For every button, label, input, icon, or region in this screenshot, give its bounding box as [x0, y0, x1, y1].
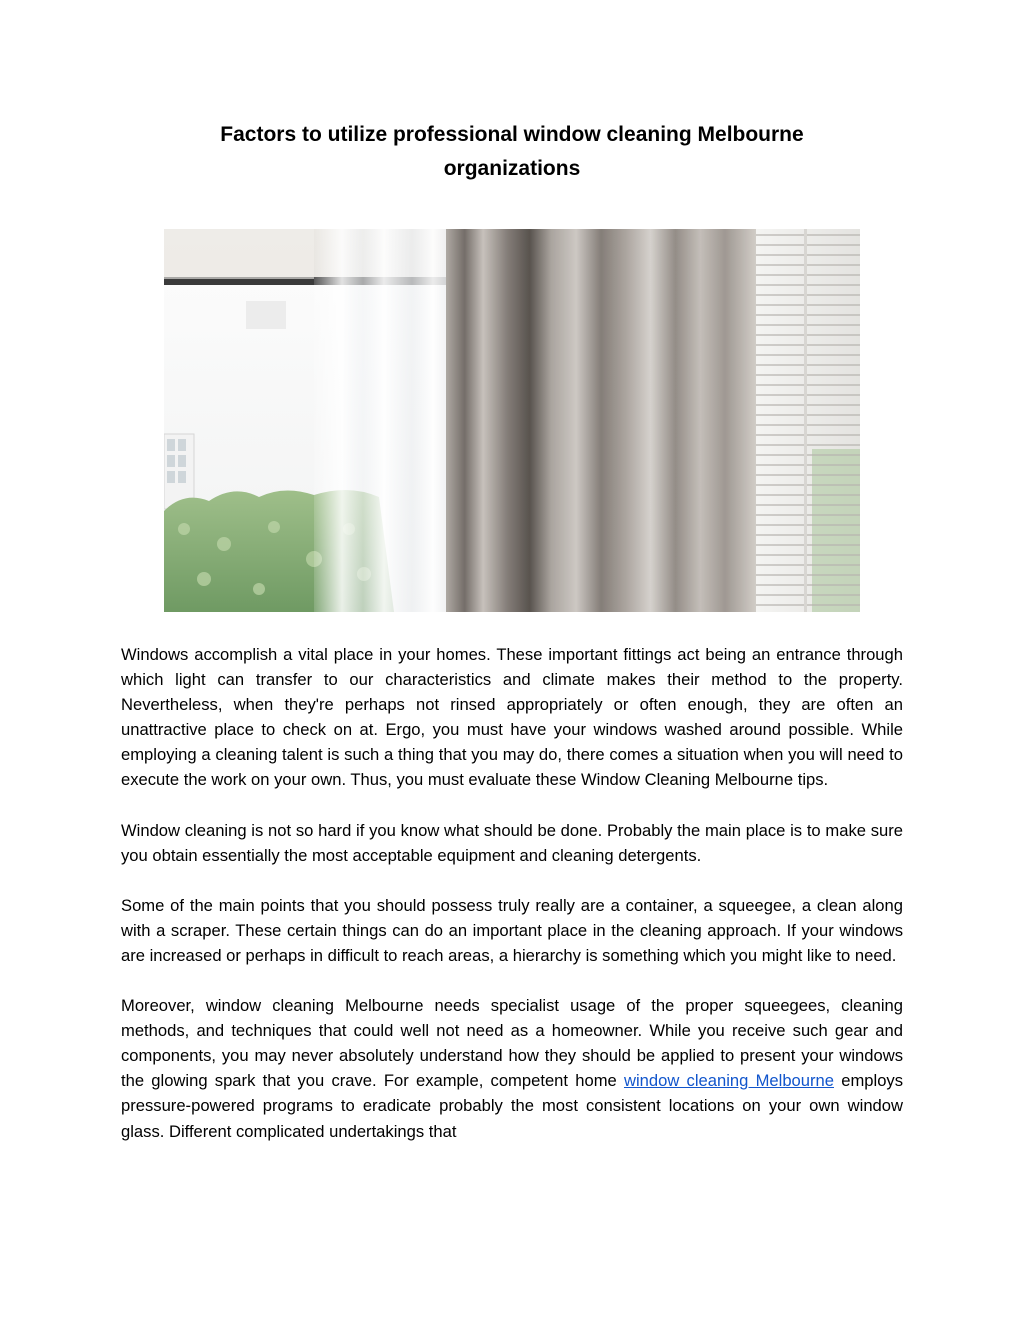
paragraph-text: Moreover, window cleaning Melbourne needs specialist usage of the proper squeegees, cleaning methods, and techniques that could well not need as a homeowner. While you receive such gear and components, you may never absolutely understand how they should be applied to present your windows the glowing spark that you crave. For example, competent home: [121, 996, 903, 1091]
paragraph: Windows accomplish a vital place in your homes. These important fittings act being an entrance through which light can transfer to our characteristics and climate makes their method to the property. Nevertheless, when they're perhaps not rinsed appropriately or often enough, they are often an unattractive place to check on at. Ergo, you must have your windows washed around possible. While employing a cleaning talent is such a thing that you may do, there comes a situation when you will need to execute the work on your own. Thus, you must evaluate these Window Cleaning Melbourne tips.: [121, 645, 903, 790]
paragraph: [121, 993, 903, 1144]
document-title: Factors to utilize professional window cleaning Melbourne organizations: [220, 123, 804, 180]
paragraph: Window cleaning is not so hard if you know what should be done. Probably the main place is to make sure you obtain essentially the most acceptable equipment and cleaning detergents.: [121, 820, 903, 865]
paragraph-text: employs pressure-powered programs to eradicate probably the most consistent locations on your own window glass. Different complicated undertakings that: [121, 1071, 904, 1141]
window-curtains-photo: [164, 229, 860, 612]
window-cleaning-melbourne-link[interactable]: window cleaning Melbourne: [623, 1071, 834, 1091]
article-body: [121, 642, 903, 1169]
paragraph: Some of the main points that you should possess truly really are a container, a squeegee, a clean along with a scraper. These certain things can do an important place in the cleaning approach. If your windows are increased or perhaps in difficult to reach areas, a hierarchy is something which you might like to need.: [121, 895, 903, 965]
